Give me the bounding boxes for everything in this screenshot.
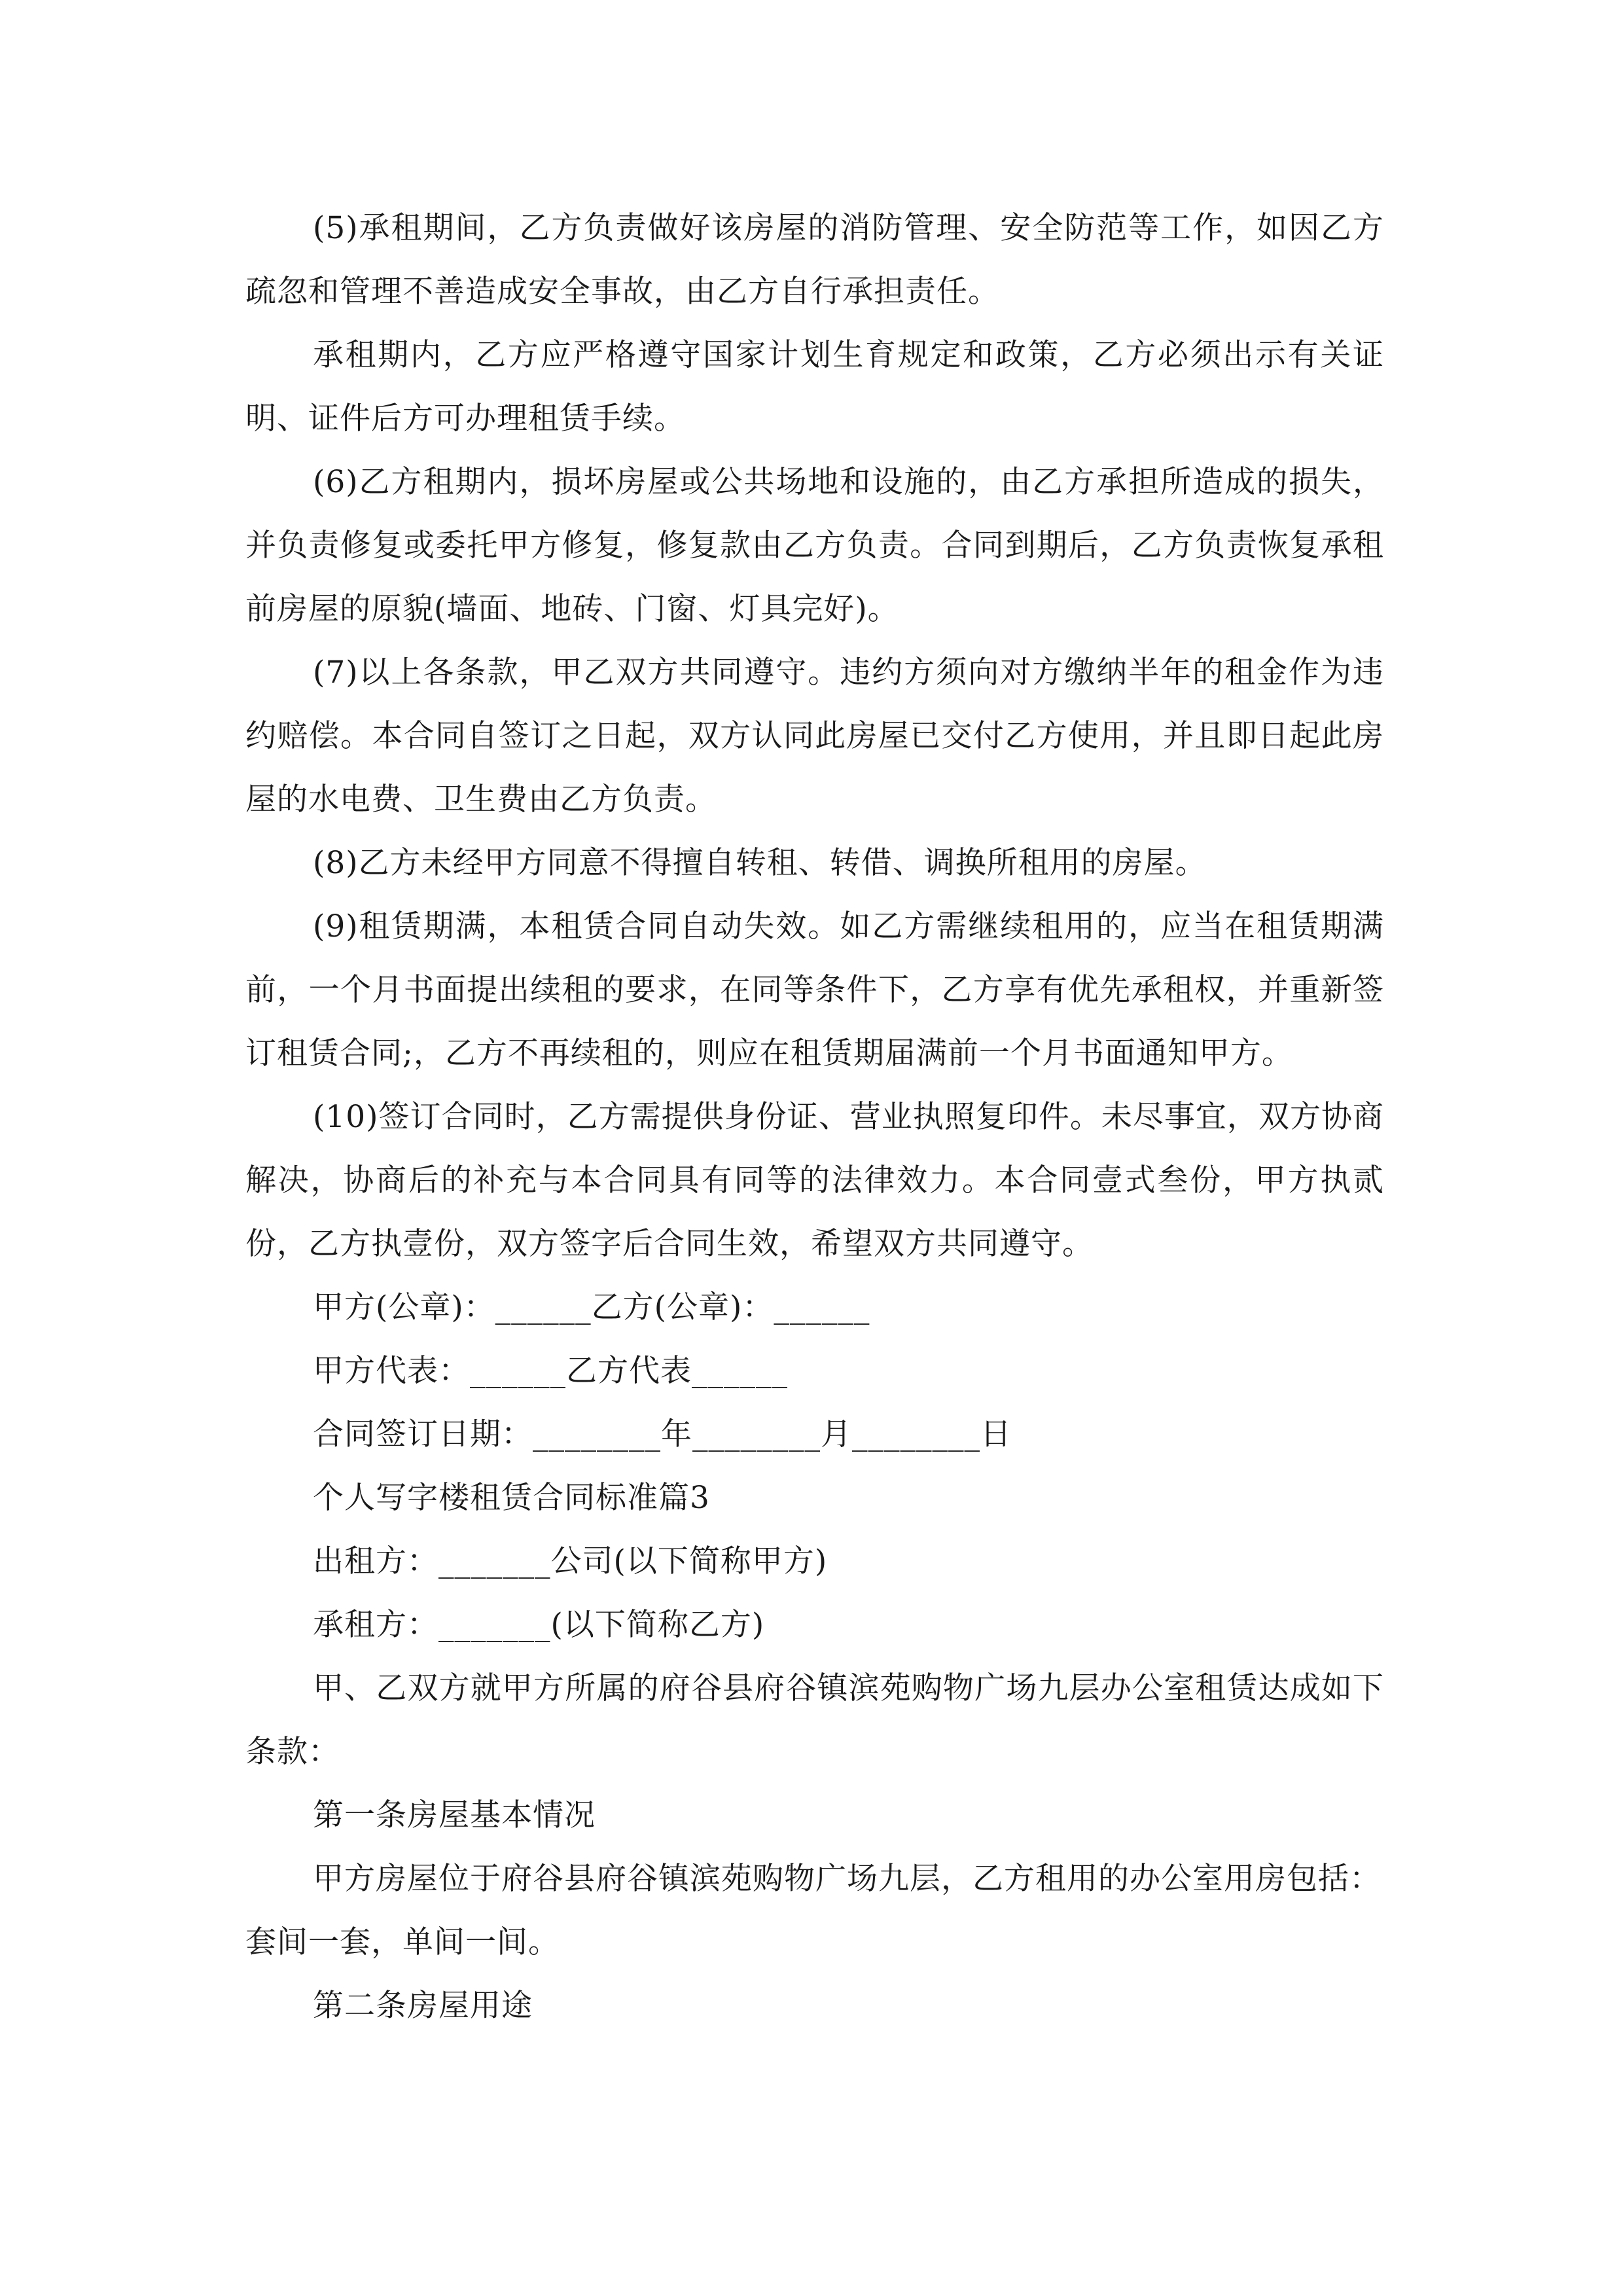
clause-10-signing: (10)签订合同时，乙方需提供身份证、营业执照复印件。未尽事宜，双方协商解决，协商后的补充与本合同具有同等的法律效力。本合同壹式叁份，甲方执贰份，乙方执壹份，双方签字后合同生效，希望双方共同遵守。	[245, 1099, 1384, 1262]
article-1-heading: 第一条房屋基本情况	[313, 1797, 596, 1833]
lessor-line: 出租方：_______公司(以下简称甲方)	[313, 1543, 828, 1579]
clause-9-renewal: (9)租赁期满，本租赁合同自动失效。如乙方需继续租用的，应当在租赁期满前，一个月书面提出续租的要求，在同等条件下，乙方享有优先承租权，并重新签订租赁合同;，乙方不再续租的，则应在租赁期届满前一个月书面通知甲方。	[245, 908, 1384, 1071]
clause-7-breach: (7)以上各条款，甲乙双方共同遵守。违约方须向对方缴纳半年的租金作为违约赔偿。本合同自签订之日起，双方认同此房屋已交付乙方使用，并且即日起此房屋的水电费、卫生费由乙方负责。	[245, 655, 1384, 817]
lessee-line: 承租方：_______(以下简称乙方)	[313, 1607, 765, 1643]
section-heading: 个人写字楼租赁合同标准篇3	[313, 1480, 710, 1516]
article-1-rooms: 套间一套，单间一间。	[245, 1924, 560, 1960]
document-body	[245, 196, 1384, 2037]
agreement-intro: 甲、乙双方就甲方所属的府谷县府谷镇滨苑购物广场九层办公室租赁达成如下条款：	[245, 1670, 1384, 1770]
article-2-heading: 第二条房屋用途	[313, 1988, 533, 2024]
seal-line: 甲方(公章)：______乙方(公章)：______	[313, 1289, 870, 1325]
clause-8-sublet: (8)乙方未经甲方同意不得擅自转租、转借、调换所租用的房屋。	[313, 845, 1207, 881]
clause-6-damage: (6)乙方租期内，损坏房屋或公共场地和设施的，由乙方承担所造成的损失，并负责修复或委托甲方修复，修复款由乙方负责。合同到期后，乙方负责恢复承租前房屋的原貌(墙面、地砖、门窗、灯具完好)。	[245, 464, 1384, 627]
signing-date-line: 合同签订日期：________年________月________日	[313, 1416, 1012, 1452]
clause-5-fire-safety: (5)承租期间，乙方负责做好该房屋的消防管理、安全防范等工作，如因乙方疏忽和管理不善造成安全事故，由乙方自行承担责任。	[245, 210, 1384, 310]
article-1-location: 甲方房屋位于府谷县府谷镇滨苑购物广场九层，乙方租用的办公室用房包括：	[313, 1861, 1381, 1897]
family-planning-paragraph: 承租期内，乙方应严格遵守国家计划生育规定和政策，乙方必须出示有关证明、证件后方可办理租赁手续。	[245, 337, 1384, 437]
representative-line: 甲方代表：______乙方代表______	[313, 1353, 788, 1389]
